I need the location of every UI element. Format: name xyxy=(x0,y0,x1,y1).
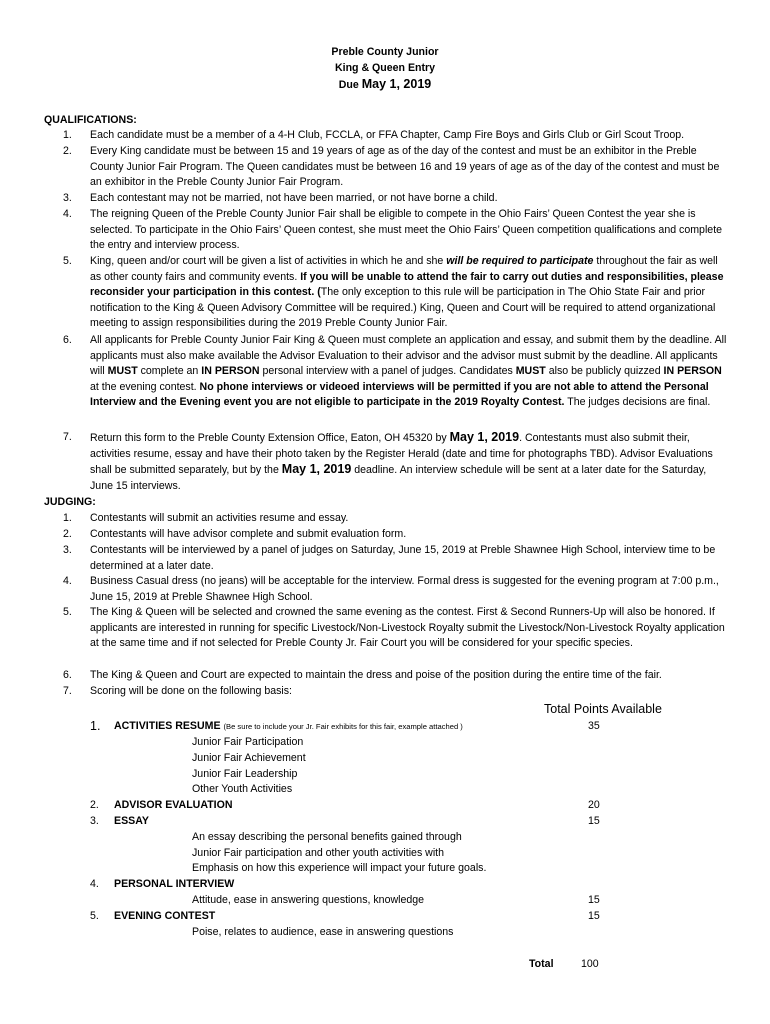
due-date: May 1, 2019 xyxy=(361,77,432,91)
qual-num-4: 4. xyxy=(63,208,72,220)
score-points-4: 15 xyxy=(588,894,600,906)
score-sub-1-4: Other Youth Activities xyxy=(192,783,293,795)
qual-num-2: 2. xyxy=(63,145,72,157)
due-label: Due xyxy=(338,79,359,91)
qual-item-7 xyxy=(90,430,730,494)
score-points-1: 35 xyxy=(588,720,600,732)
score-num-5: 5. xyxy=(90,910,99,922)
qual-5-part-4: If you will be unable to attend the fair to carry out duties and responsibilities, please reconsider your participation in this contest. ( xyxy=(90,270,724,299)
score-points-2: 20 xyxy=(588,799,600,811)
qual-item-2: Every King candidate must be between 15 and 19 years of age as of the day of the contest and must be an exhibitor in the Preble County Junior Fair Program. The Queen candidates must be between 16 and 19 years of age as of the day of the contest and must be an exhibitor in the Preble County Junior Fair Program. xyxy=(90,145,720,189)
score-points-5: 15 xyxy=(588,910,600,922)
score-sub-4-1: Attitude, ease in answering questions, knowledge xyxy=(192,894,425,906)
score-num-1: 1. xyxy=(90,719,101,733)
due-line xyxy=(0,77,770,93)
qual-6-part-6: MUST xyxy=(515,365,546,378)
qual-6-part-10: No phone interviews or videoed interviews will be permitted if you are not able to attend the Personal Interview and the Evening event you are not eligible to participate in the 2019 Royalty Contest. xyxy=(90,380,709,409)
judge-num-2: 2. xyxy=(63,528,72,540)
qual-6-part-9: at the evening contest. xyxy=(90,380,200,393)
judging-heading: JUDGING: xyxy=(44,496,96,508)
qual-item-4: The reigning Queen of the Preble County Junior Fair shall be eligible to compete in the Ohio Fairs’ Queen Contest the year she is selected. To participate in the Ohio Fairs’ Queen contest, she must meet the Ohio Fairs’ Queen competition qualifications and complete the entry and interview process. xyxy=(90,208,723,252)
judge-item-2: Contestants will have advisor complete and submit evaluation form. xyxy=(90,528,407,540)
total-value: 100 xyxy=(581,958,599,970)
qual-item-5 xyxy=(90,254,730,332)
score-sub-1-2: Junior Fair Achievement xyxy=(192,752,306,764)
score-label-3: ESSAY xyxy=(114,815,149,827)
qual-item-1: Each candidate must be a member of a 4-H Club, FCCLA, or FFA Chapter, Camp Fire Boys and Girls Club or Girl Scout Troop. xyxy=(90,129,685,141)
qual-7-part-3: . Contestants must also submit their, activities resume, essay and have their photo taken by the Register Herald (date and time for photographs TBD). Advisor Evaluations shall be submitted separately, but by the xyxy=(90,432,713,477)
judge-num-1: 1. xyxy=(63,512,72,524)
qual-6-part-4: IN PERSON xyxy=(201,365,260,378)
judge-item-3: Contestants will be interviewed by a panel of judges on Saturday, June 15, 2019 at Preble Shawnee High School, interview time to be determined at a later date. xyxy=(90,544,716,572)
score-note-1: (Be sure to include your Jr. Fair exhibits for this fair, example attached ) xyxy=(223,722,463,731)
qual-num-7: 7. xyxy=(63,431,72,443)
qual-5-part-5: The only exception to this rule will be participation in The Ohio State Fair and prior notification to the King & Queen Advisory Committee will be required.) King, Queen and Court will be required to attend organizational meeting to assign responsibilities during the 2019 Preble County Junior Fair. xyxy=(90,286,716,330)
judge-num-3: 3. xyxy=(63,544,72,556)
points-header: Total Points Available xyxy=(544,702,662,716)
score-label-1 xyxy=(114,719,463,734)
score-label-4: PERSONAL INTERVIEW xyxy=(114,878,235,890)
score-sub-5-1: Poise, relates to audience, ease in answering questions xyxy=(192,926,454,938)
score-sub-1-3: Junior Fair Leadership xyxy=(192,768,298,780)
judge-num-5: 5. xyxy=(63,606,72,618)
score-num-2: 2. xyxy=(90,799,99,811)
qual-5-part-1: King, queen and/or court will be given a list of activities in which he and she xyxy=(90,255,447,267)
qual-7-part-1: Return this form to the Preble County Extension Office, Eaton, OH 45320 by xyxy=(90,432,450,444)
qual-6-part-11: The judges decisions are final. xyxy=(564,396,711,409)
judge-item-5: The King & Queen will be selected and crowned the same evening as the contest. First & Second Runners-Up will also be honored. If applicants are interested in running for specific Livestock/Non-Livestock Royalty submit the Livestock/Non-Livestock Royalty application at the same time and if not selected for Preble County Jr. Fair Court you will be considered for your specific species. xyxy=(90,606,725,650)
qual-item-6 xyxy=(90,333,730,411)
title-line-2: King & Queen Entry xyxy=(334,62,436,74)
qual-5-part-3: throughout the fair as well as other county fairs and community events. xyxy=(90,255,718,283)
qualifications-heading: QUALIFICATIONS: xyxy=(44,114,137,126)
judge-item-4: Business Casual dress (no jeans) will be acceptable for the interview. Formal dress is suggested for the evening program at 7:00 p.m., June 15, 2019 at Preble Shawnee High School. xyxy=(90,575,719,603)
qual-5-part-2: will be required to participate xyxy=(446,255,594,267)
judge-num-4: 4. xyxy=(63,575,72,587)
qual-6-part-2: MUST xyxy=(107,365,138,378)
judge-item-6: The King & Queen and Court are expected to maintain the dress and poise of the position during the entire time of the fair. xyxy=(90,669,662,681)
score-sub-3-3: Emphasis on how this experience will impact your future goals. xyxy=(192,862,487,874)
score-num-3: 3. xyxy=(90,815,99,827)
score-label-2: ADVISOR EVALUATION xyxy=(114,799,233,811)
title-line-1: Preble County Junior xyxy=(331,46,439,58)
score-sub-1-1: Junior Fair Participation xyxy=(192,736,304,748)
score-label-1-text: ACTIVITIES RESUME xyxy=(114,720,221,732)
qual-num-1: 1. xyxy=(63,129,72,141)
qual-6-part-3: complete an xyxy=(137,365,202,378)
qual-7-date-1: May 1, 2019 xyxy=(449,430,520,444)
judge-item-7: Scoring will be done on the following basis: xyxy=(90,685,292,697)
score-num-4: 4. xyxy=(90,878,99,890)
score-sub-3-2: Junior Fair participation and other youth activities with xyxy=(192,847,445,859)
score-sub-3-1: An essay describing the personal benefits gained through xyxy=(192,831,462,843)
qual-7-part-5: deadline. An interview schedule will be sent at a later date for the Saturday, June 15 interviews. xyxy=(90,464,707,492)
qual-7-date-2: May 1, 2019 xyxy=(281,462,352,477)
judge-item-1: Contestants will submit an activities resume and essay. xyxy=(90,512,349,524)
qual-item-3: Each contestant may not be married, not have been married, or not have borne a child. xyxy=(90,192,498,204)
score-points-3: 15 xyxy=(588,815,600,827)
judge-num-7: 7. xyxy=(63,685,72,697)
qual-6-part-8: IN PERSON xyxy=(663,365,722,378)
judge-num-6: 6. xyxy=(63,669,72,681)
qual-num-3: 3. xyxy=(63,192,72,204)
total-label: Total xyxy=(529,958,554,970)
score-label-5: EVENING CONTEST xyxy=(114,910,216,922)
qual-6-part-7: also be publicly quizzed xyxy=(545,365,664,378)
qual-6-part-1: All applicants for Preble County Junior Fair King & Queen must complete an application and essay, and submit them by the deadline. All applicants must also make available the Advisor Evaluation to their advisor and the advisor must submit by the deadline. All applicants will xyxy=(90,334,727,378)
qual-6-part-5: personal interview with a panel of judges. Candidates xyxy=(259,365,516,378)
qual-num-5: 5. xyxy=(63,255,72,267)
qual-num-6: 6. xyxy=(63,334,72,346)
